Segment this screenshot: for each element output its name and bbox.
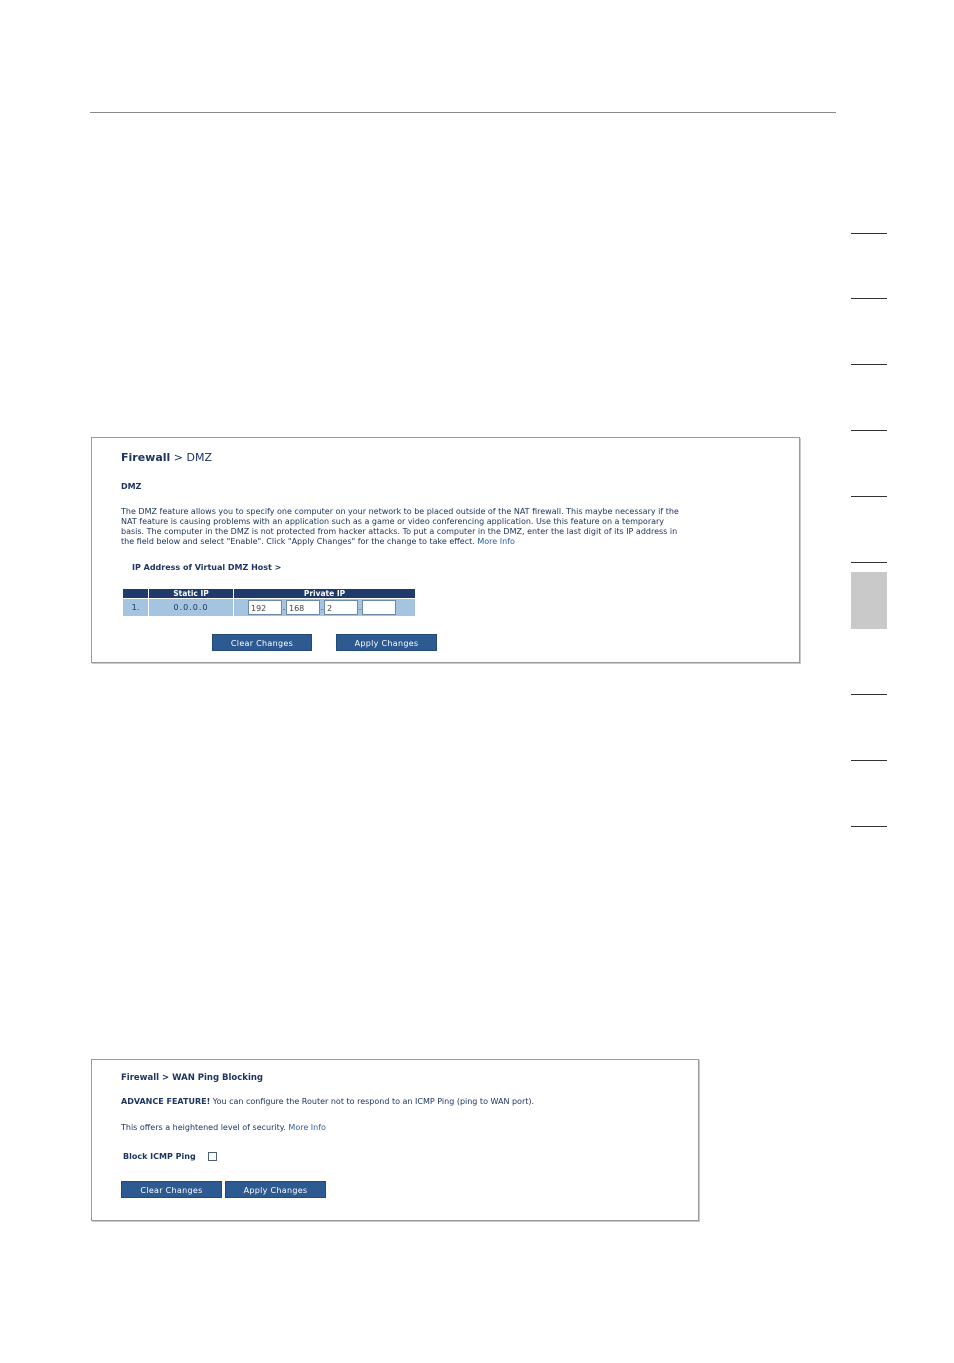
more-info-link[interactable]: More Info <box>288 1123 326 1132</box>
table-header-row <box>123 589 415 598</box>
dmz-panel <box>91 437 800 663</box>
advance-feature-label: ADVANCE FEATURE! <box>121 1097 211 1106</box>
more-info-link[interactable]: More Info <box>477 537 515 546</box>
ping-breadcrumb: Firewall > WAN Ping Blocking <box>121 1073 263 1083</box>
dmz-host-table <box>122 588 416 617</box>
wan-ping-panel <box>91 1059 699 1221</box>
ping-clear-changes-button[interactable]: Clear Changes <box>121 1181 222 1198</box>
ip-octet-1[interactable]: 192 <box>248 600 282 615</box>
ip-octet-2[interactable]: 168 <box>286 600 320 615</box>
dmz-host-label: IP Address of Virtual DMZ Host > <box>132 563 282 572</box>
ping-apply-changes-button[interactable]: Apply Changes <box>225 1181 326 1198</box>
advance-feature-text: You can configure the Router not to respond to an ICMP Ping (ping to WAN port). <box>210 1097 535 1106</box>
private-ip-header: Private IP <box>234 589 415 598</box>
dmz-description-line: NAT feature is causing problems with an application such as a game or video conferencing application. Use this feature on a temporary <box>121 517 665 526</box>
dmz-description-line: The DMZ feature allows you to specify one computer on your network to be placed outside of the NAT firewall. This maybe necessary if the <box>121 507 679 516</box>
dmz-apply-changes-button[interactable]: Apply Changes <box>336 634 437 651</box>
section-tab-divider <box>851 430 887 431</box>
section-tab-divider <box>851 694 887 695</box>
row-index: 1. <box>123 599 148 616</box>
section-tab-divider <box>851 760 887 761</box>
section-tab-strip <box>851 0 887 1363</box>
security-text: This offers a heightened level of security. <box>121 1123 286 1132</box>
ip-octet-4-input[interactable] <box>362 600 396 615</box>
static-ip-value: 0.0.0.0 <box>149 599 233 616</box>
block-icmp-checkbox[interactable] <box>208 1152 217 1161</box>
section-tab-divider <box>851 298 887 299</box>
dmz-description-tail: the field below and select "Enable". Click "Apply Changes" for the change to take effect. <box>121 537 475 546</box>
dmz-heading: DMZ <box>121 482 142 491</box>
index-header <box>123 589 148 598</box>
block-icmp-label: Block ICMP Ping <box>123 1152 196 1161</box>
dmz-description <box>121 507 791 547</box>
section-tab-divider <box>851 826 887 827</box>
breadcrumb-separator: > <box>173 451 184 464</box>
section-tab-divider <box>851 496 887 497</box>
ip-dot: . <box>282 603 286 612</box>
ip-dot: . <box>320 603 324 612</box>
active-section-tab <box>851 572 887 629</box>
section-tab-divider <box>851 562 887 563</box>
ip-octet-3[interactable]: 2 <box>324 600 358 615</box>
dmz-breadcrumb <box>121 451 212 464</box>
breadcrumb-page: DMZ <box>186 451 213 464</box>
ping-security-note <box>121 1123 681 1133</box>
private-ip-cell <box>234 599 415 616</box>
page-top-rule <box>90 112 836 113</box>
dmz-description-line <box>121 537 791 547</box>
static-ip-header: Static IP <box>149 589 233 598</box>
section-tab-divider <box>851 364 887 365</box>
dmz-description-line: basis. The computer in the DMZ is not protected from hacker attacks. To put a computer in the DMZ, enter the last digit of its IP address in <box>121 527 678 536</box>
ping-advance-note <box>121 1097 681 1107</box>
section-tab-divider <box>851 233 887 234</box>
dmz-clear-changes-button[interactable]: Clear Changes <box>212 634 312 651</box>
table-row <box>123 599 415 616</box>
breadcrumb-section[interactable]: Firewall <box>121 451 171 464</box>
ip-dot: . <box>358 603 362 612</box>
